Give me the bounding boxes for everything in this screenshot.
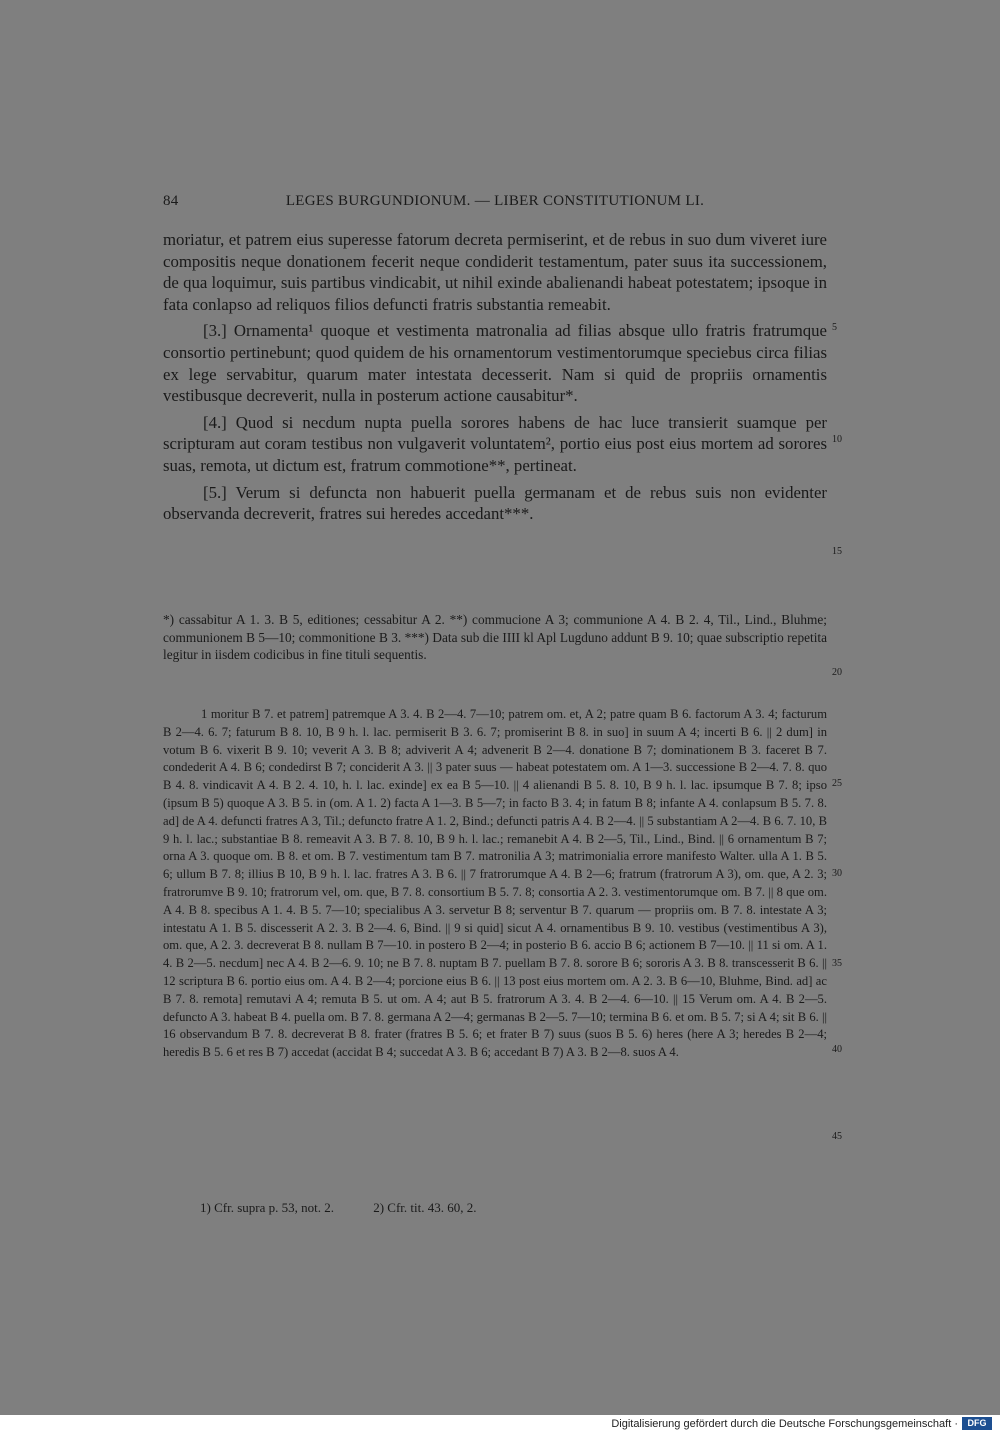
reference-note-1: 1) Cfr. supra p. 53, not. 2. bbox=[200, 1200, 334, 1215]
variant-readings-apparatus: 1 moritur B 7. et patrem] patremque A 3. 4. B 2—4. 7—10; patrem om. et, A 2; patre quam B 6. factorum A 3. 4; facturum B 2—4. 6. 7; faturum B 8. 10, B 9 h. l. lac. permiserit B 3. 6. 7; promiserint B 8. in suo] in suum A 4; incerti B 6. || 2 dum] in votum B 6. vixerit B 9. 10; veverit A 3. B 8; adviverit A 4; advenerit B 2—4. donatione B 7; dominationem B 3. faceret B 7. condederit A 4. B 6; condedirst B 7; conciderit A 3. || 3 pater suus — habeat potestatem om. A 1—3. successione B 2—4. 7. 8. quo B 4. 8. vindicavit A 4. B 2. 4. 10, h. l. lac. exinde] ex ea B 5—10. || 4 alienandi B 5. 8. 10, B 9 h. l. lac. ipsumque B 7. 8; ipso (ipsum B 5) quoque A 3. B 5. in (om. A 1. 2) facta A 1—3. B 5—7; in facto B 3. 4; in fatum B 8; infante A 4. conlapsum B 5. 7. 8. ad] de A 4. defuncti fratres A 3, Til.; defuncto fratre A 1. 2, Bind.; defuncti patris A 4. B 2—4. || 5 substantiam A 2—4. B 6. 7. 10, B 9 h. l. lac.; substantiae B 8. remeavit A 3. B 7. 8. 10, B 9 h. l. lac.; remanebit A 4. B 2—5, Til., Lind., Bind. || 6 ornamentum B 7; orna A 3. quoque om. B 8. et om. B 7. vestimentum tam B 7. matronilia A 3; matrimonialia errore manifesto Walter. ulla A 1. B 5. 6; ullum B 7. 8; illius B 10, B 9 h. l. lac. fratres A 3. B 6. || 7 fratrorumque A 4. B 2—6; fratrum (fratrorum A 3), om. que, A 2. 3; fratrorumve B 9. 10; fratrorum vel, om. que, B 7. 8. consortium B 5. 7. 8; consortia A 2. 3. vestimentorumque om. B 7. || 8 que om. A 4. B 8. specibus A 1. 4. B 5. 7—10; specialibus A 3. servetur B 8; serventur B 7. quarum — propriis om. B 7. 8. intestate A 3; intestatu A 1. B 5. discesserit A 2. 3. B 2—4. 6, Bind. || 9 si quid] sicut A 4. ornamentibus B 9. 10. vestibus (vestimentibus A 3), om. que, A 2. 3. decreverat B 8. nullam B 7—10. in postero B 2—4; in posterio B 6. accio B 6; actionem B 7—10. || 11 si om. A 1. 4. B 2—5. necdum] nec A 4. B 2—6. 9. 10; ne B 7. 8. nuptam B 7. puellam B 7. 8. sorore B 6; sororis A 3. B 8. transcesserit B 6. || 12 scriptura B 6. portio eius om. A 4. B 2—4; porcione eius B 6. || 13 post eius mortem om. A 2. 3. B 6—10, Bluhme, Bind. ad] ac B 7. 8. remota] remutavi A 4; remuta B 5. ut om. A 4; aut B 5. fratrorum A 3. 4. B 2—4. 6—10. || 15 Verum om. A 4. B 2—5. defuncto A 3. habeat B 4. puella om. B 7. 8. germana A 2—4; germanas B 2—5. 7—10; termina B 6. et om. B 5. 7; si A 4; sit B 6. || 16 observandum B 7. 8. decreverat B 8. frater (fratres B 5. 6; et frater B 7) suus (suos B 5. 6) heres (here A 3; heredes B 2—4; heredis B 5. 6 et res B 7) accedat (accidat B 4; succedat A 3. B 6; accedant B 7) A 3. B 2—8. suos A 4. bbox=[163, 707, 827, 1060]
paragraph-continued: moriatur, et patrem eius superesse fatorum decreta permiserint, et de rebus in suo dum viveret iure compositis neque donationem fecerit neque condiderit testamentum, pater suus ita successionem, de qua loquimur, suis partibus vindicabit, ut nihil exinde abalienandi habeat potestatem; ipsoque in fata conlapso ad reliquos filios defuncti fratris substantia remeabit. bbox=[163, 230, 827, 314]
line-number: 10 bbox=[832, 434, 842, 445]
digitization-credit: Digitalisierung gefördert durch die Deutsche Forschungsgemeinschaft · bbox=[611, 1418, 958, 1430]
reference-notes bbox=[200, 1199, 820, 1216]
line-number: 25 bbox=[832, 778, 842, 789]
paragraph-5: [5.] Verum si defuncta non habuerit puella germanam et de rebus suis non evidenter observanda decreverit, fratres sui heredes accedant***. bbox=[163, 482, 827, 524]
line-number: 15 bbox=[832, 546, 842, 557]
running-title: LEGES BURGUNDIONUM. — LIBER CONSTITUTIONUM LI. bbox=[285, 193, 705, 209]
paragraph-4: [4.] Quod si necdum nupta puella sorores habens de hac luce transierit suamque per scripturam aut coram testibus non vulgaverit voluntatem², portio eius post eius mortem ad sorores suas, remota, ut dictum est, fratrum commotione**, pertineat. bbox=[163, 412, 827, 475]
line-number: 35 bbox=[832, 958, 842, 969]
line-number: 20 bbox=[832, 667, 842, 678]
paragraph-3: [3.] Ornamenta¹ quoque et vestimenta matronalia ad filias absque ullo fratris fratrumque consortio pertinebunt; quod quidem de his ornamentorum vestimentorumque speciebus circa filias ex lege servabitur, quarum mater intestata decesserit. Nam si quid de propriis ornamentis vestibusque decreverit, nulla in posterum actione causabitur*. bbox=[163, 321, 827, 406]
main-text bbox=[163, 229, 827, 530]
line-number: 30 bbox=[832, 868, 842, 879]
dfg-logo: DFG bbox=[962, 1417, 992, 1430]
reference-note-2: 2) Cfr. tit. 43. 60, 2. bbox=[373, 1200, 477, 1215]
line-number: 40 bbox=[832, 1044, 842, 1055]
line-number: 45 bbox=[832, 1131, 842, 1142]
textual-footnotes: *) cassabitur A 1. 3. B 5, editiones; cessabitur A 2. **) commucione A 3; communione A 4. B 2. 4, Til., Lind., Bluhme; communionem B 5—10; commonitione B 3. ***) Data sub die IIII kl Apl Lugduno addunt B 9. 10; quae subscriptio repetita legitur in iisdem codicibus in fine tituli sequentis. bbox=[163, 612, 827, 662]
line-number: 5 bbox=[832, 322, 837, 333]
page-number: 84 bbox=[163, 193, 179, 209]
